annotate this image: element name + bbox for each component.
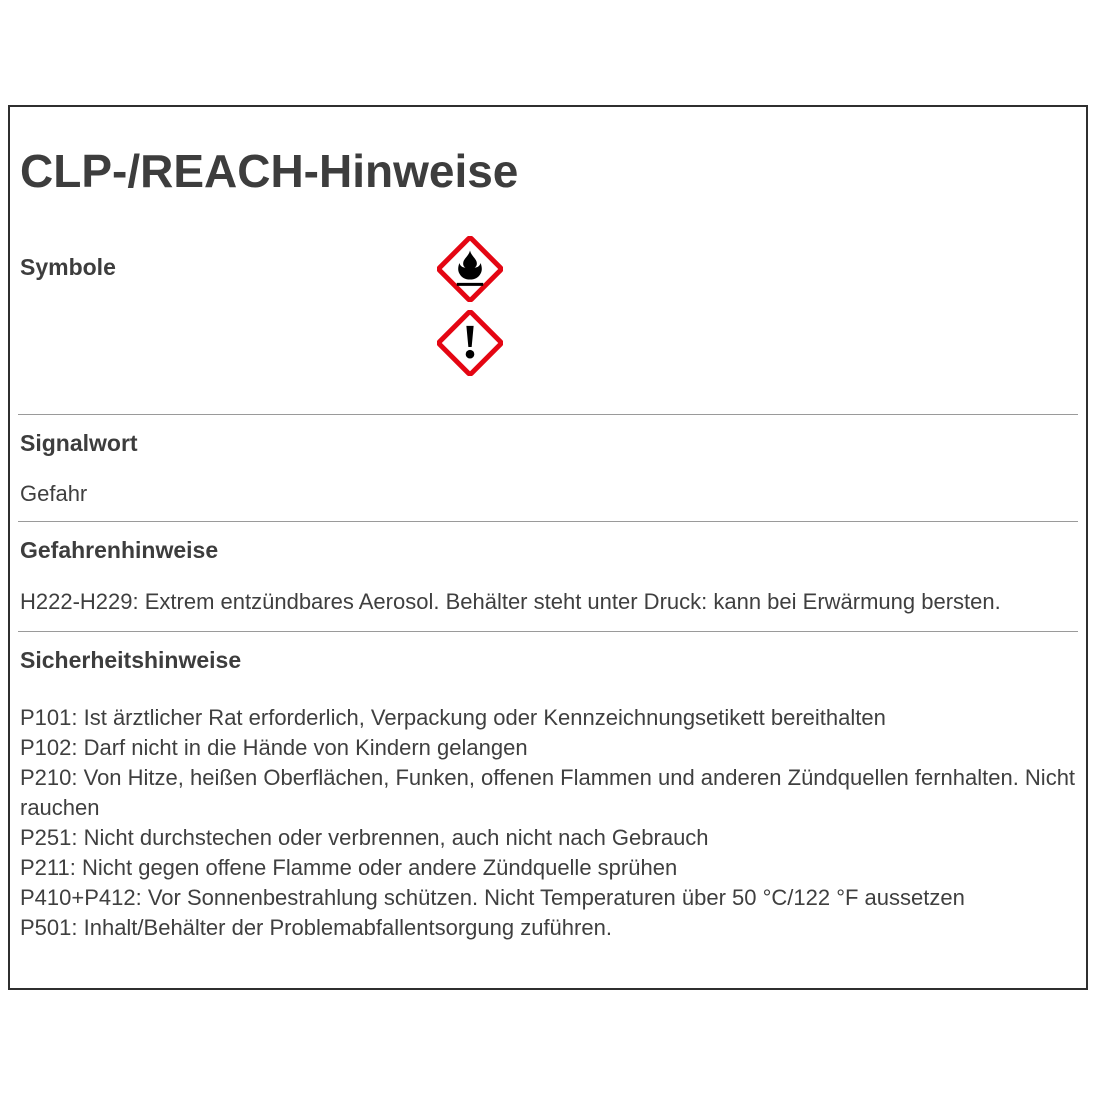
section-divider xyxy=(18,414,1078,415)
section-divider xyxy=(18,521,1078,522)
signal-word-label: Signalwort xyxy=(20,429,138,456)
safety-statement: P501: Inhalt/Behälter der Problemabfallentsorgung zuführen. xyxy=(20,914,612,940)
hazard-statement: H222-H229: Extrem entzündbares Aerosol. Behälter steht unter Druck: kann bei Erwärmung bersten. xyxy=(20,588,1001,614)
ghs-pictograms xyxy=(437,236,503,376)
safety-statements-list xyxy=(20,703,1080,943)
ghs-exclamation-mark-pictogram-icon xyxy=(437,310,503,376)
page-title: CLP-/REACH-Hinweise xyxy=(20,145,519,197)
section-divider xyxy=(18,631,1078,632)
hazard-statements-label: Gefahrenhinweise xyxy=(20,536,219,563)
safety-statement: P251: Nicht durchstechen oder verbrennen, auch nicht nach Gebrauch xyxy=(20,824,709,850)
safety-statement: P211: Nicht gegen offene Flamme oder andere Zündquelle sprühen xyxy=(20,854,678,880)
symbols-section-label: Symbole xyxy=(20,253,116,280)
safety-statements-label: Sicherheitshinweise xyxy=(20,646,242,673)
ghs-flame-pictogram-icon xyxy=(437,236,503,302)
clp-reach-info-panel xyxy=(8,105,1088,990)
safety-statement: P410+P412: Vor Sonnenbestrahlung schützen. Nicht Temperaturen über 50 °C/122 °F aussetzen xyxy=(20,884,965,910)
safety-statement: P210: Von Hitze, heißen Oberflächen, Funken, offenen Flammen und anderen Zündquellen fernhalten. Nicht rauchen xyxy=(20,764,1076,820)
signal-word-value: Gefahr xyxy=(20,480,88,506)
safety-statement: P102: Darf nicht in die Hände von Kindern gelangen xyxy=(20,734,528,760)
symbols-section xyxy=(20,236,1080,378)
safety-statement: P101: Ist ärztlicher Rat erforderlich, Verpackung oder Kennzeichnungsetikett bereithalten xyxy=(20,704,886,730)
